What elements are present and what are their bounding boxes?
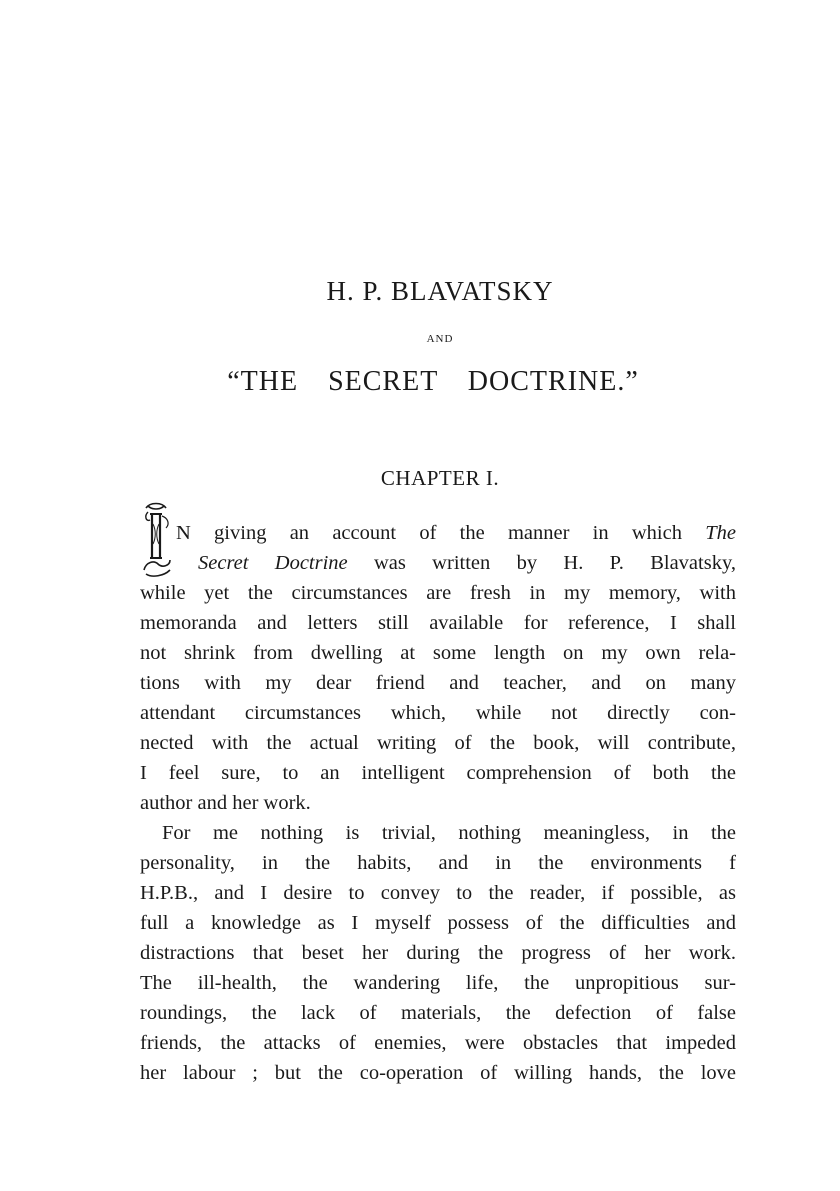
- text-line: tions with my dear friend and teacher, and on many: [140, 672, 736, 694]
- text-line: distractions that beset her during the progress of her work.: [140, 942, 736, 964]
- text-line: H.P.B., and I desire to convey to the reader, if possible, as: [140, 882, 736, 904]
- text-line: The ill-health, the wandering life, the unpropitious sur-: [140, 972, 736, 994]
- text-line: not shrink from dwelling at some length on my own rela-: [140, 642, 736, 664]
- page-title: H. P. BLAVATSKY: [326, 276, 554, 306]
- text-line: For me nothing is trivial, nothing meaningless, in the: [162, 822, 736, 844]
- title-conjunction: AND: [426, 333, 454, 345]
- text-line: N giving an account of the manner in which The: [176, 522, 736, 544]
- text-line: Secret Doctrine was written by H. P. Blavatsky,: [198, 552, 736, 574]
- text-line: author and her work.: [140, 792, 311, 814]
- text-line: friends, the attacks of enemies, were obstacles that impeded: [140, 1032, 736, 1054]
- body-text: [140, 518, 736, 1088]
- text-line: attendant circumstances which, while not directly con-: [140, 702, 736, 724]
- chapter-heading: CHAPTER I.: [380, 466, 500, 490]
- page-subtitle: “THE SECRET DOCTRINE.”: [227, 366, 639, 397]
- text-line: while yet the circumstances are fresh in my memory, with: [140, 582, 736, 604]
- text-line: memoranda and letters still available for reference, I shall: [140, 612, 736, 634]
- text-line: full a knowledge as I myself possess of the difficulties and: [140, 912, 736, 934]
- text-line: personality, in the habits, and in the environments f: [140, 852, 736, 874]
- text-line: her labour ; but the co-operation of willing hands, the love: [140, 1062, 736, 1084]
- text-line: nected with the actual writing of the book, will contribute,: [140, 732, 736, 754]
- text-line: I feel sure, to an intelligent comprehension of both the: [140, 762, 736, 784]
- text-line: roundings, the lack of materials, the defection of false: [140, 1002, 736, 1024]
